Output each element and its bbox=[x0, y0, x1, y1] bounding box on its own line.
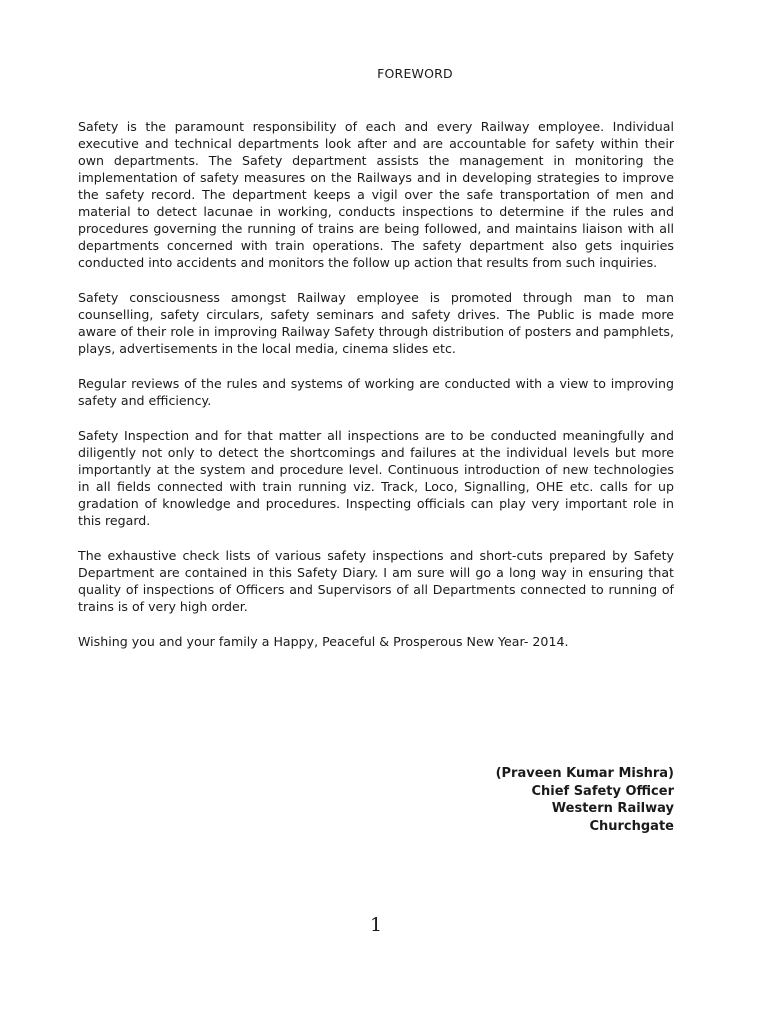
page-number: 1 bbox=[369, 914, 383, 936]
signatory-location: Churchgate bbox=[589, 818, 674, 834]
paragraph-5: The exhaustive check lists of various safety inspections and short-cuts prepared by Safety Department are contained in this Safety Diary. I am sure will go a long way in ensuring that quality of inspections of Officers and Supervisors of all Departments connected to running of trains is of very high order. bbox=[78, 548, 674, 614]
signature-block bbox=[440, 765, 674, 835]
page-title: FOREWORD bbox=[377, 66, 453, 81]
paragraph-4: Safety Inspection and for that matter all inspections are to be conducted meaningfully and diligently not only to detect the shortcomings and failures at the individual levels but more importantly at the system and procedure level. Continuous introduction of new technologies in all fields connected with train running viz. Track, Loco, Signalling, OHE etc. calls for up gradation of knowledge and procedures. Inspecting officials can play very important role in this regard. bbox=[78, 428, 674, 528]
signatory-name: (Praveen Kumar Mishra) bbox=[495, 766, 674, 781]
paragraph-1: Safety is the paramount responsibility of each and every Railway employee. Individual executive and technical departments look after and are accountable for safety within their own departments. The Safety department assists the management in monitoring the implementation of safety measures on the Railways and in developing strategies to improve the safety record. The department keeps a vigil over the safe transportation of men and material to detect lacunae in working, conducts inspections to determine if the rules and procedures governing the running of trains are being followed, and maintains liaison with all departments concerned with train operations. The safety department also gets inquiries conducted into accidents and monitors the follow up action that results from such inquiries. bbox=[78, 119, 674, 270]
paragraph-2: Safety consciousness amongst Railway employee is promoted through man to man counselling, safety circulars, safety seminars and safety drives. The Public is made more aware of their role in improving Railway Safety through distribution of posters and pamphlets, plays, advertisements in the local media, cinema slides etc. bbox=[78, 290, 674, 356]
paragraph-3: Regular reviews of the rules and systems of working are conducted with a view to improving safety and efficiency. bbox=[78, 376, 674, 408]
signatory-designation: Chief Safety Officer bbox=[531, 783, 674, 799]
paragraph-6: Wishing you and your family a Happy, Peaceful & Prosperous New Year- 2014. bbox=[78, 634, 569, 649]
signatory-organization: Western Railway bbox=[551, 801, 674, 816]
foreword-body bbox=[78, 118, 674, 668]
